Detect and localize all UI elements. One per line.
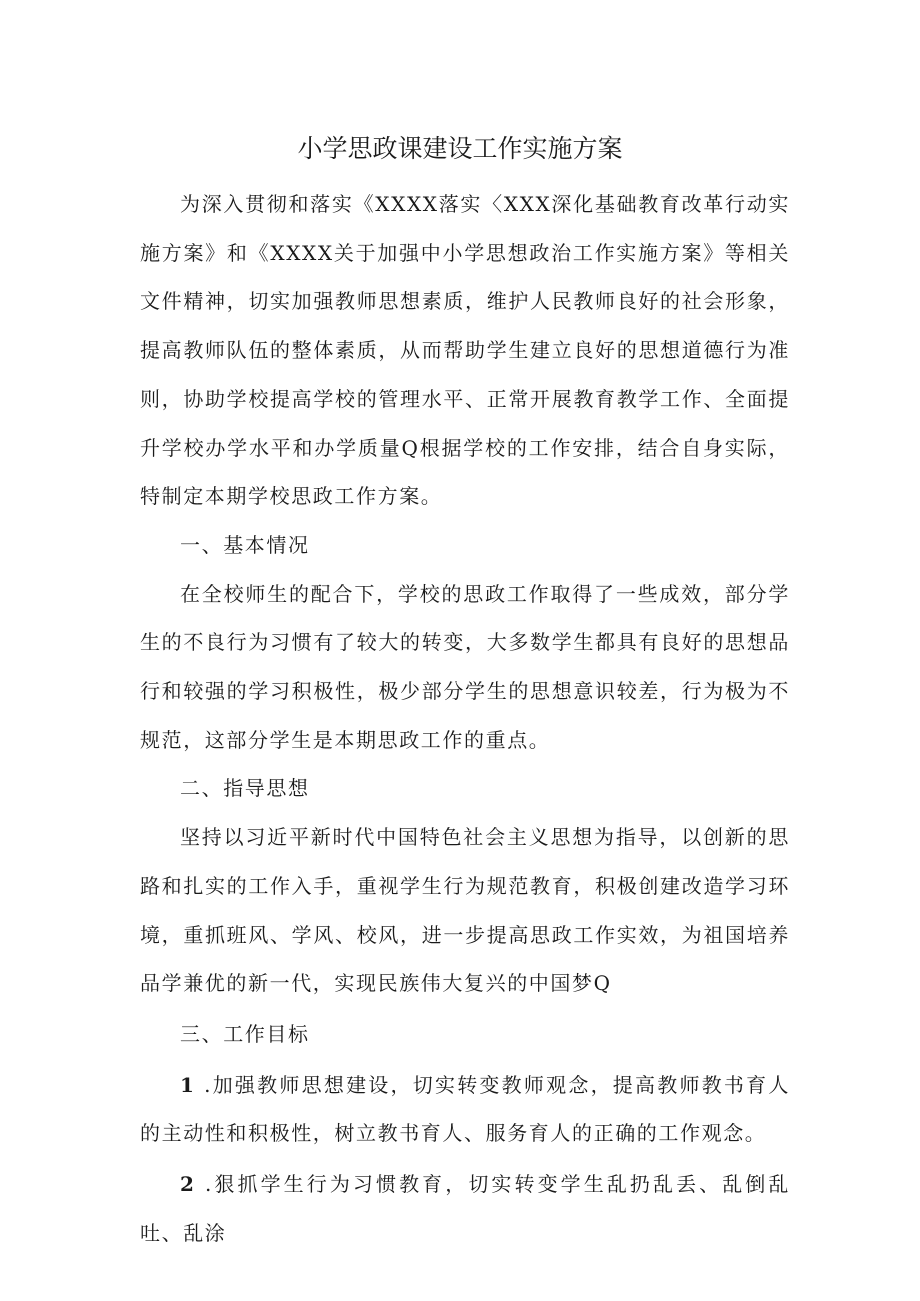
goal-item-2-text: .狠抓学生行为习惯教育，切实转变学生乱扔乱丢、乱倒乱吐、乱涂	[140, 1172, 790, 1245]
section-heading-work-goals: 三、工作目标	[180, 1021, 310, 1046]
goal-item-1-text: .加强教师思想建设，切实转变教师观念，提高教师教书育人的主动性和积极性，树立教书育人、服务育人的正确的工作观念。	[140, 1072, 790, 1146]
goal-item-2	[140, 1160, 790, 1257]
goal-item-1-number: 1	[180, 1072, 196, 1097]
document-title: 小学思政课建设工作实施方案	[297, 134, 623, 163]
document-body	[140, 180, 790, 1257]
intro-paragraph: 为深入贯彻和落实《XXXX落实〈XXX深化基础教育改革行动实施方案》和《XXXX关于加强中小学思想政治工作实施方案》等相关文件精神，切实加强教师思想素质，维护人民教师良好的社会形象，提高教师队伍的整体素质，从而帮助学生建立良好的思想道德行为准则，协助学校提高学校的管理水平、正常开展教育教学工作、全面提升学校办学水平和办学质量Q根据学校的工作安排，结合自身实际，特制定本期学校思政工作方案。	[140, 192, 790, 509]
section-text-basic-situation: 在全校师生的配合下，学校的思政工作取得了一些成效，部分学生的不良行为习惯有了较大的转变，大多数学生都具有良好的思想品行和较强的学习积极性，极少部分学生的思想意识较差，行为极为不规范，这部分学生是本期思政工作的重点。	[140, 581, 790, 752]
section-text-guiding-ideology: 坚持以习近平新时代中国特色社会主义思想为指导，以创新的思路和扎实的工作入手，重视学生行为规范教育，积极创建改造学习环境，重抓班风、学风、校风，进一步提高思政工作实效，为祖国培养品学兼优的新一代，实现民族伟大复兴的中国梦Q	[140, 825, 790, 996]
section-heading-guiding-ideology: 二、指导思想	[180, 776, 310, 801]
goal-item-2-number: 2	[180, 1172, 196, 1197]
section-heading-basic-situation: 一、基本情况	[180, 532, 310, 557]
goal-item-1	[140, 1061, 790, 1158]
